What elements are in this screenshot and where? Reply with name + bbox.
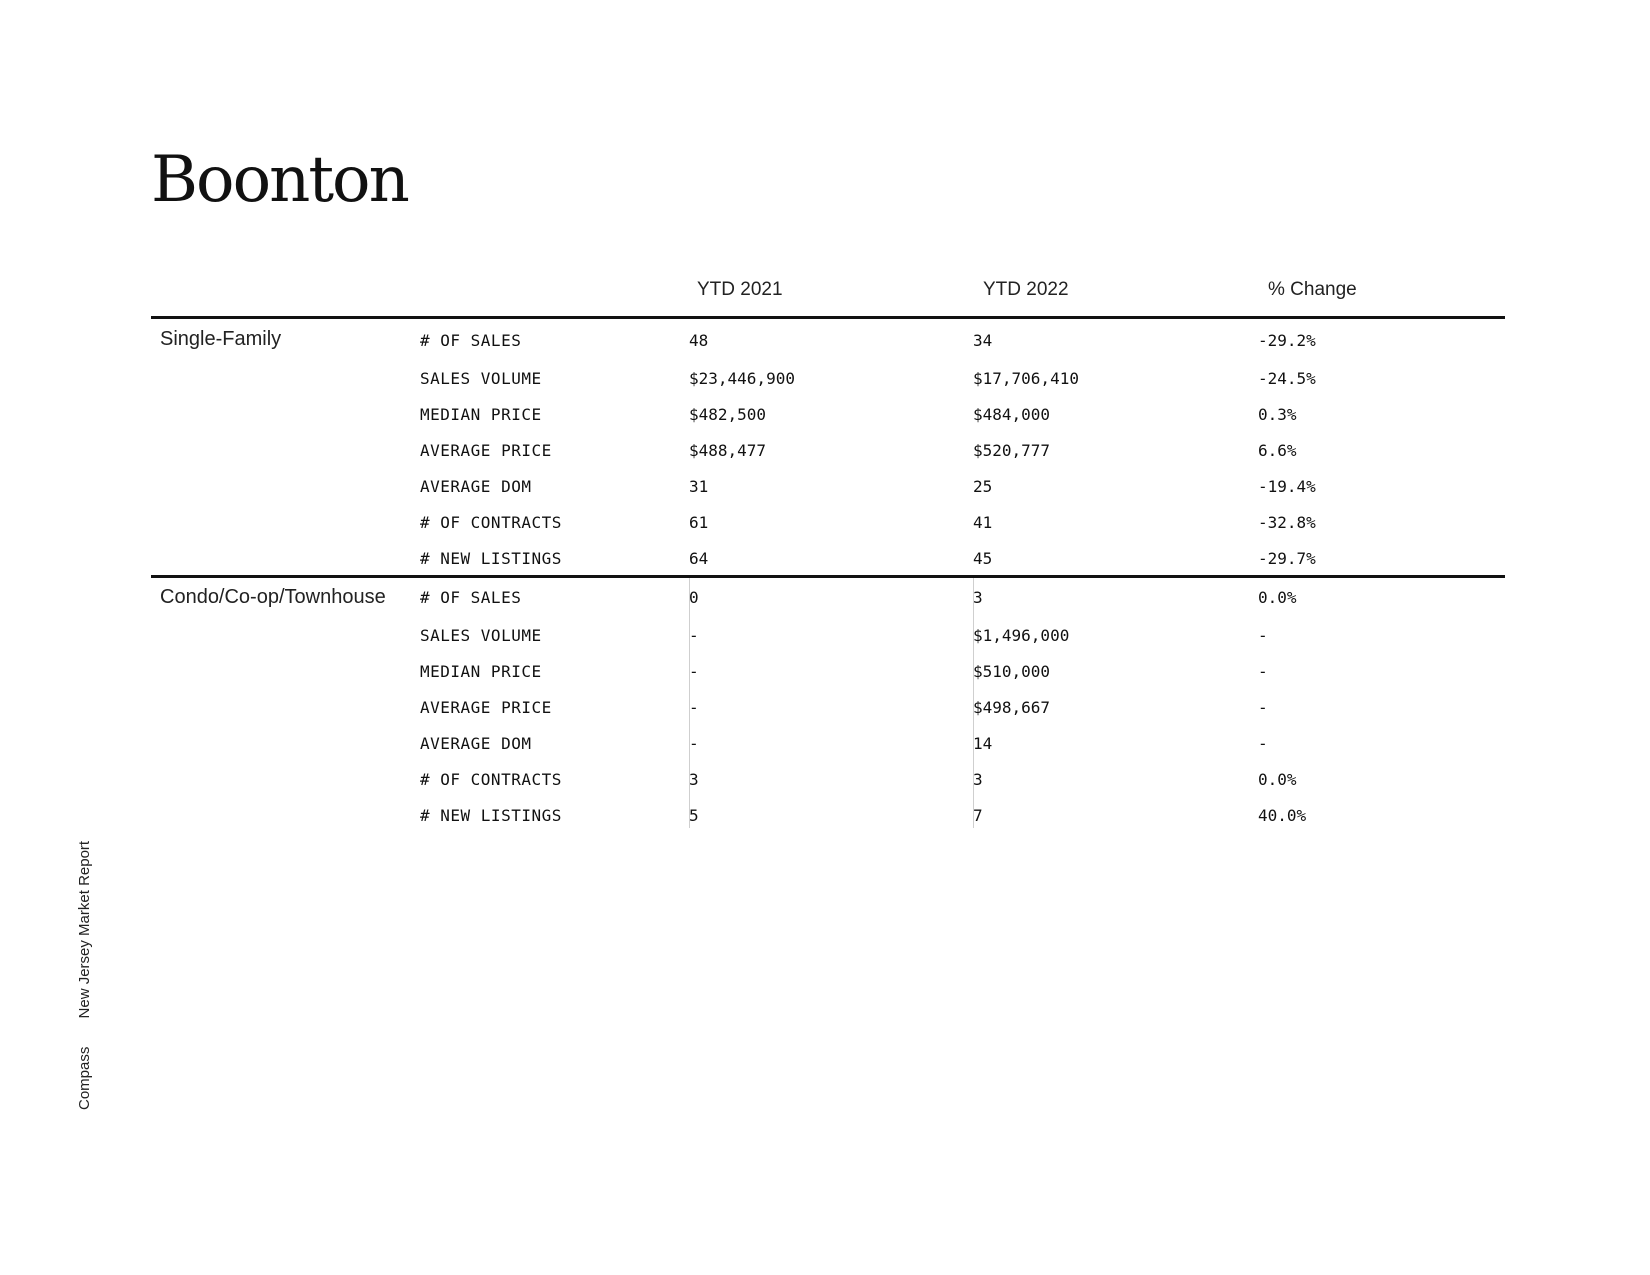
- value-pct-change: 0.0%: [1258, 588, 1297, 607]
- table-row: [0, 441, 1650, 465]
- value-pct-change: -29.7%: [1258, 549, 1316, 568]
- value-ytd-2022: 3: [973, 770, 983, 789]
- value-pct-change: 0.0%: [1258, 770, 1297, 789]
- metric-label: AVERAGE DOM: [420, 734, 532, 753]
- value-ytd-2022: 34: [973, 331, 993, 350]
- section-label-condo: Condo/Co-op/Townhouse: [160, 586, 386, 608]
- value-ytd-2021: $23,446,900: [689, 369, 795, 388]
- value-ytd-2021: 61: [689, 513, 709, 532]
- table-row: [0, 770, 1650, 794]
- table-row: [0, 662, 1650, 686]
- column-header-ytd-2021: YTD 2021: [697, 279, 783, 300]
- value-ytd-2022: 3: [973, 588, 983, 607]
- table-row: [0, 549, 1650, 573]
- value-ytd-2022: 45: [973, 549, 993, 568]
- table-top-rule: [151, 316, 1505, 319]
- value-pct-change: -32.8%: [1258, 513, 1316, 532]
- metric-label: AVERAGE PRICE: [420, 441, 552, 460]
- table-row: [0, 331, 1650, 355]
- value-ytd-2021: 5: [689, 806, 699, 825]
- value-pct-change: -24.5%: [1258, 369, 1316, 388]
- page-title: Boonton: [151, 143, 408, 217]
- value-ytd-2021: 31: [689, 477, 709, 496]
- section-label-single-family: Single-Family: [160, 328, 282, 350]
- table-row: [0, 369, 1650, 393]
- value-ytd-2021: -: [689, 698, 699, 717]
- table-row: [0, 626, 1650, 650]
- value-ytd-2021: $482,500: [689, 405, 767, 424]
- metric-label: # OF SALES: [420, 588, 522, 607]
- metric-label: SALES VOLUME: [420, 626, 542, 645]
- column-header-pct-change: % Change: [1268, 279, 1357, 300]
- section-divider-rule: [151, 575, 1505, 578]
- metric-label: SALES VOLUME: [420, 369, 542, 388]
- report-name: New Jersey Market Report: [76, 840, 93, 1019]
- value-ytd-2021: $488,477: [689, 441, 767, 460]
- metric-label: # OF CONTRACTS: [420, 770, 562, 789]
- value-ytd-2021: 3: [689, 770, 699, 789]
- value-ytd-2021: 48: [689, 331, 709, 350]
- table-row: [0, 405, 1650, 429]
- metric-label: AVERAGE DOM: [420, 477, 532, 496]
- value-ytd-2021: -: [689, 626, 699, 645]
- value-ytd-2021: 0: [689, 588, 699, 607]
- value-ytd-2021: -: [689, 734, 699, 753]
- value-ytd-2022: $498,667: [973, 698, 1051, 717]
- value-ytd-2022: $484,000: [973, 405, 1051, 424]
- metric-label: AVERAGE PRICE: [420, 698, 552, 717]
- value-pct-change: 6.6%: [1258, 441, 1297, 460]
- value-ytd-2022: 14: [973, 734, 993, 753]
- value-pct-change: -: [1258, 734, 1268, 753]
- value-ytd-2022: 7: [973, 806, 983, 825]
- value-pct-change: -19.4%: [1258, 477, 1316, 496]
- value-ytd-2022: $1,496,000: [973, 626, 1070, 645]
- value-pct-change: 40.0%: [1258, 806, 1307, 825]
- value-pct-change: 0.3%: [1258, 405, 1297, 424]
- table-row: [0, 513, 1650, 537]
- metric-label: MEDIAN PRICE: [420, 662, 542, 681]
- metric-label: # OF CONTRACTS: [420, 513, 562, 532]
- value-pct-change: -29.2%: [1258, 331, 1316, 350]
- table-row: [0, 698, 1650, 722]
- value-pct-change: -: [1258, 626, 1268, 645]
- metric-label: # NEW LISTINGS: [420, 806, 562, 825]
- value-ytd-2022: 25: [973, 477, 993, 496]
- value-ytd-2022: 41: [973, 513, 993, 532]
- metric-label: # NEW LISTINGS: [420, 549, 562, 568]
- side-footer: [76, 817, 93, 1110]
- table-row: [0, 806, 1650, 830]
- table-row: [0, 734, 1650, 758]
- value-ytd-2021: 64: [689, 549, 709, 568]
- value-ytd-2021: -: [689, 662, 699, 681]
- table-row: [0, 477, 1650, 501]
- value-ytd-2022: $510,000: [973, 662, 1051, 681]
- column-header-ytd-2022: YTD 2022: [983, 279, 1069, 300]
- metric-label: # OF SALES: [420, 331, 522, 350]
- value-pct-change: -: [1258, 662, 1268, 681]
- table-row: [0, 588, 1650, 612]
- value-ytd-2022: $520,777: [973, 441, 1051, 460]
- brand-name: Compass: [76, 1046, 93, 1110]
- value-ytd-2022: $17,706,410: [973, 369, 1079, 388]
- metric-label: MEDIAN PRICE: [420, 405, 542, 424]
- value-pct-change: -: [1258, 698, 1268, 717]
